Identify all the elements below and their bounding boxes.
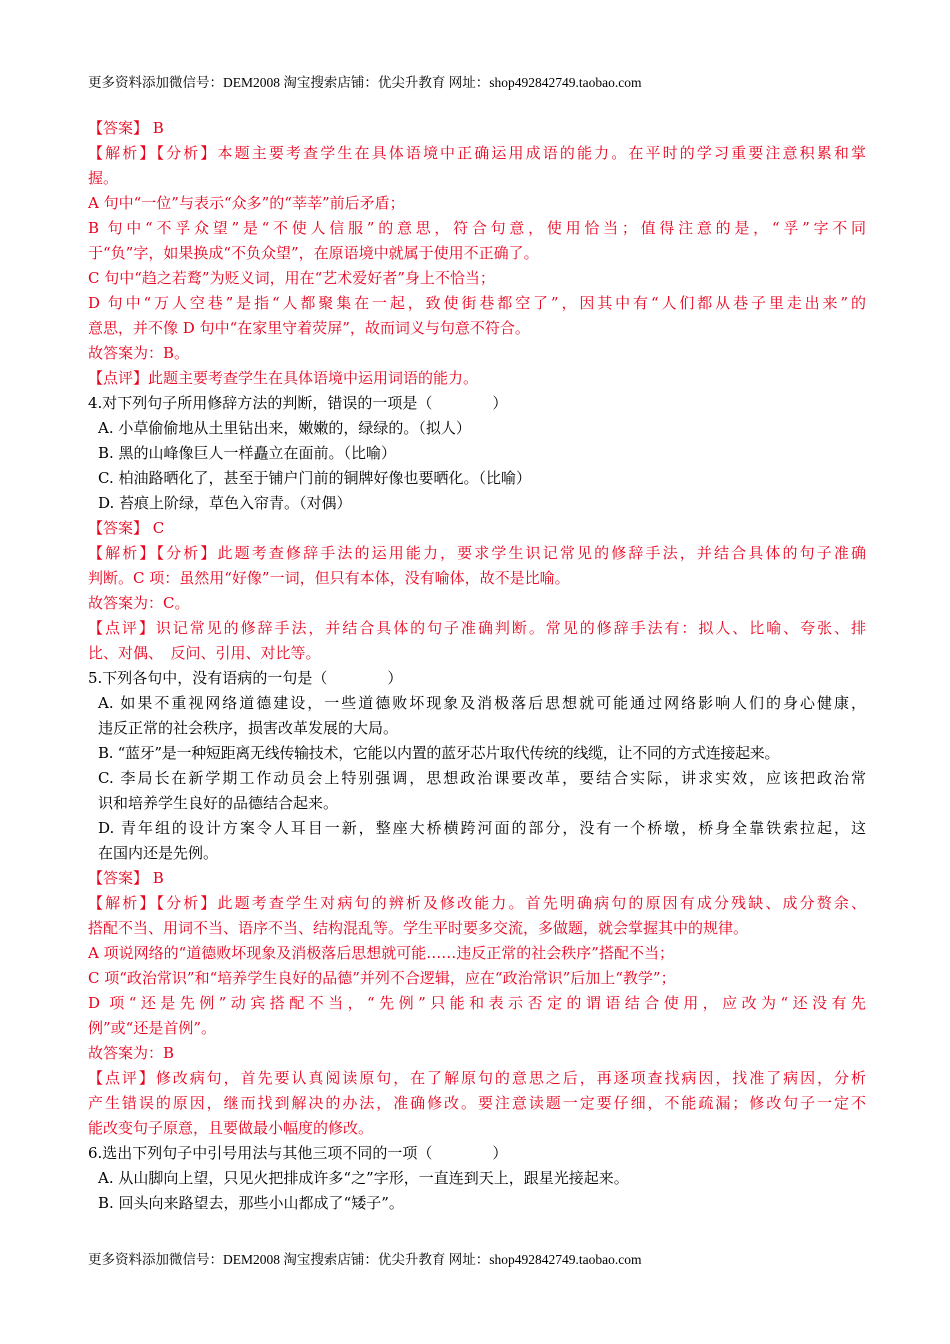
page-header: 更多资料添加微信号：DEM2008 淘宝搜索店铺：优尖升教育 网址：shop492842749.taobao.com [88, 75, 642, 90]
q3-conclusion: 故答案为：B。 [88, 344, 190, 362]
q5-option-a-cont: 违反正常的社会秩序，损害改革发展的大局。 [98, 719, 399, 737]
page-content [88, 116, 866, 1216]
q3-note-c: C 句中“趋之若鹜”为贬义词，用在“艺术爱好者”身上不恰当； [88, 269, 495, 287]
q4-conclusion: 故答案为：C。 [88, 594, 190, 612]
q4-comment-cont: 比、对偶、 反问、引用、对比等。 [88, 644, 321, 662]
q4-option-d: D. 苔痕上阶绿，草色入帘青。（对偶） [98, 494, 352, 512]
q4-option-b: B. 黑的山峰像巨人一样矗立在面前。（比喻） [98, 444, 397, 462]
q5-comment-cont-2: 能改变句子原意，且要做最小幅度的修改。 [88, 1119, 374, 1137]
q5-option-c: C. 李局长在新学期工作动员会上特别强调，思想政治课要改革，要结合实际，讲求实效，应该把政治常 [98, 769, 866, 787]
q5-option-d-cont: 在国内还是先例。 [98, 844, 219, 862]
q4-option-c: C. 柏油路晒化了，甚至于铺户门前的铜牌好像也要晒化。（比喻） [98, 469, 531, 487]
q5-comment: 【点评】修改病句，首先要认真阅读原句，在了解原句的意思之后，再逐项查找病因，找准了病因，分析 [88, 1069, 866, 1087]
q5-note-d-cont: 例”或“还是首例”。 [88, 1019, 217, 1037]
q3-answer: 【答案】 B [88, 119, 164, 137]
q3-analysis: 【解析】【分析】本题主要考查学生在具体语境中正确运用成语的能力。在平时的学习重要注意积累和掌 [88, 144, 866, 162]
q4-analysis-cont: 判断。C 项：虽然用“好像”一词，但只有本体，没有喻体，故不是比喻。 [88, 569, 570, 587]
q5-option-b: B. “蓝牙”是一种短距离无线传输技术，它能以内置的蓝牙芯片取代传统的线缆，让不同的方式连接起来。 [98, 744, 780, 762]
q5-stem: 5.下列各句中，没有语病的一句是（ ） [88, 669, 403, 687]
q6-option-b: B. 回头向来路望去，那些小山都成了“矮子”。 [98, 1194, 404, 1212]
q5-analysis: 【解析】【分析】此题考查学生对病句的辨析及修改能力。首先明确病句的原因有成分残缺、成分赘余、 [88, 894, 866, 912]
q5-comment-cont: 产生错误的原因，继而找到解决的办法，准确修改。要注意读题一定要仔细，不能疏漏；修改句子一定不 [88, 1094, 866, 1112]
q5-answer: 【答案】 B [88, 869, 164, 887]
q4-option-a: A. 小草偷偷地从土里钻出来，嫩嫩的，绿绿的。（拟人） [98, 419, 471, 437]
q4-answer: 【答案】 C [88, 519, 165, 537]
q6-option-a: A. 从山脚向上望，只见火把排成许多“之”字形，一直连到天上，跟星光接起来。 [98, 1169, 629, 1187]
q5-conclusion: 故答案为：B [88, 1044, 175, 1062]
q5-option-a: A. 如果不重视网络道德建设，一些道德败坏现象及消极落后思想就可能通过网络影响人们的身心健康， [98, 694, 866, 712]
q3-note-b-cont: 于“负”字，如果换成“不负众望”，在原语境中就属于使用不正确了。 [88, 244, 539, 262]
q6-stem: 6.选出下列句子中引号用法与其他三项不同的一项（ ） [88, 1144, 508, 1162]
q5-option-d: D. 青年组的设计方案令人耳目一新，整座大桥横跨河面的部分，没有一个桥墩，桥身全靠铁索拉起，这 [98, 819, 866, 837]
q3-note-a: A 句中“一位”与表示“众多”的“莘莘”前后矛盾； [88, 194, 405, 212]
q3-note-d: D 句中“万人空巷”是指“人都聚集在一起，致使街巷都空了”，因其中有“人们都从巷子里走出来”的 [88, 294, 866, 312]
q5-note-c: C 项“政治常识”和“培养学生良好的品德”并列不合逻辑，应在“政治常识”后加上“教学”； [88, 969, 676, 987]
q4-comment: 【点评】识记常见的修辞手法，并结合具体的句子准确判断。常见的修辞手法有：拟人、比喻、夸张、排 [88, 619, 866, 637]
q3-comment: 【点评】此题主要考查学生在具体语境中运用词语的能力。 [88, 369, 479, 387]
q5-option-c-cont: 识和培养学生良好的品德结合起来。 [98, 794, 339, 812]
page-footer: 更多资料添加微信号：DEM2008 淘宝搜索店铺：优尖升教育 网址：shop492842749.taobao.com [88, 1252, 642, 1267]
q5-note-d: D 项“还是先例”动宾搭配不当，“先例”只能和表示否定的谓语结合使用，应改为“还没有先 [88, 994, 866, 1012]
q3-note-d-cont: 意思，并不像 D 句中“在家里守着荧屏”，故而词义与句意不符合。 [88, 319, 530, 337]
q5-note-a: A 项说网络的“道德败坏现象及消极落后思想就可能……违反正常的社会秩序”搭配不当； [88, 944, 674, 962]
q3-analysis-cont: 握。 [88, 169, 119, 187]
q3-note-b: B 句中“不孚众望”是“不使人信服”的意思，符合句意，使用恰当；值得注意的是，“孚”字不同 [88, 219, 866, 237]
q4-analysis: 【解析】【分析】此题考查修辞手法的运用能力，要求学生识记常见的修辞手法，并结合具体的句子准确 [88, 544, 866, 562]
q5-analysis-cont: 搭配不当、用词不当、语序不当、结构混乱等。学生平时要多交流，多做题，就会掌握其中的规律。 [88, 919, 749, 937]
q4-stem: 4.对下列句子所用修辞方法的判断，错误的一项是（ ） [88, 394, 508, 412]
